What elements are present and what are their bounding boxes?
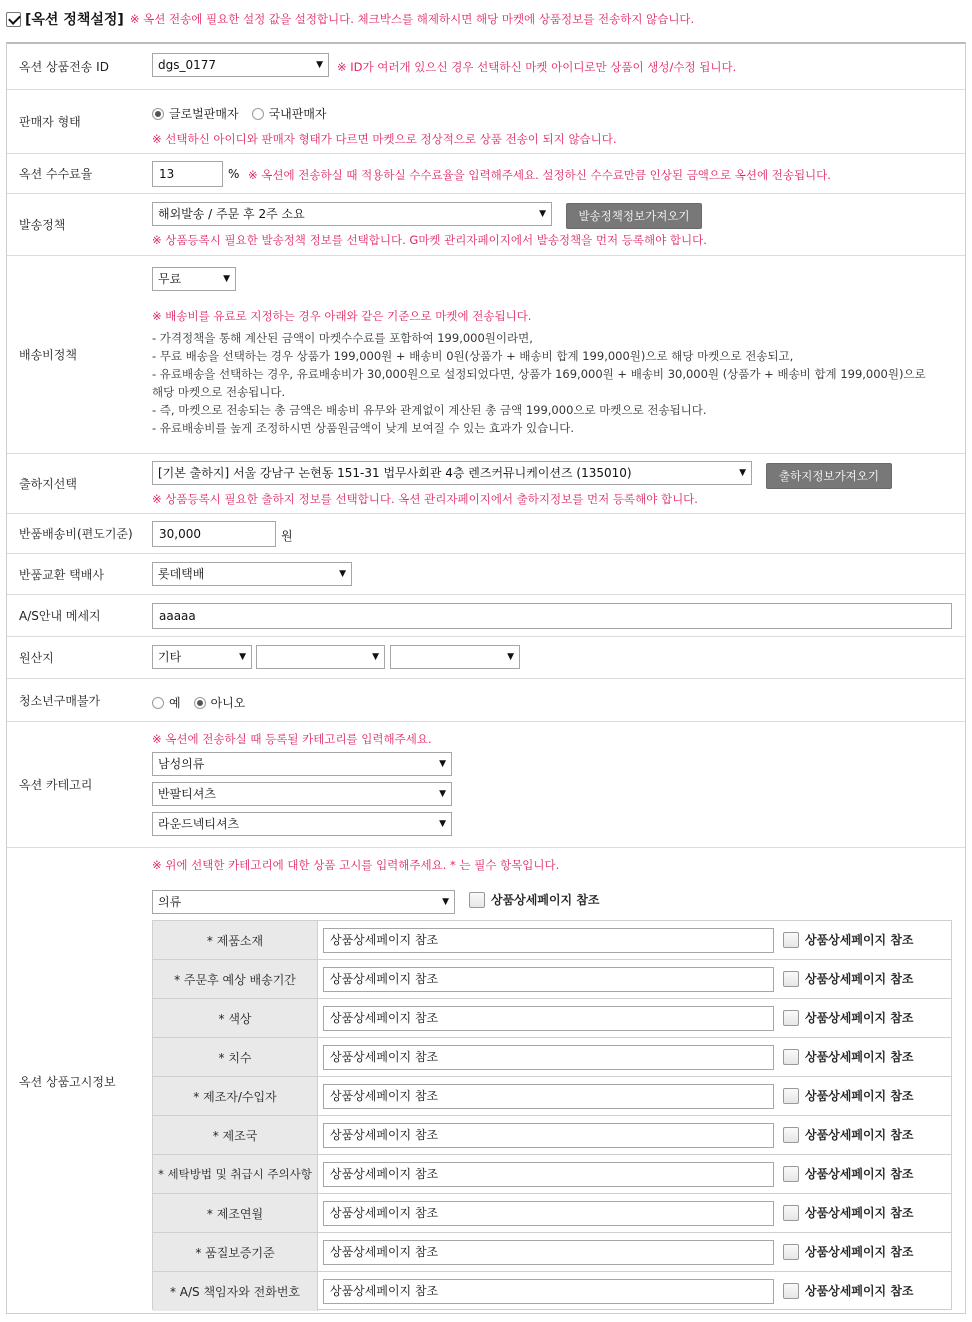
notice-item-name: * 제조연월 (153, 1194, 318, 1232)
notice-item-input[interactable]: 상품상세페이지 참조 (323, 967, 774, 992)
radio-youth-yes[interactable] (152, 697, 164, 709)
return-fee-label: 반품배송비(편도기준) (19, 527, 133, 541)
table-row (153, 1077, 951, 1116)
notice-item-ref-checkbox[interactable] (783, 1166, 799, 1182)
notice-item-input[interactable]: 상품상세페이지 참조 (323, 928, 774, 953)
enable-checkbox[interactable] (6, 12, 21, 27)
notice-item-ref (783, 970, 914, 987)
commission-input[interactable]: 13 (152, 161, 223, 187)
notice-item-input[interactable]: 상품상세페이지 참조 (323, 1084, 774, 1109)
delivery-fee-line: 해당 마켓으로 전송됩니다. (152, 385, 286, 399)
youth-label: 청소년구매불가 (19, 693, 101, 708)
notice-item-ref (783, 1165, 914, 1182)
notice-all-ref-checkbox[interactable] (469, 892, 485, 908)
notice-item-name: * 품질보증기준 (153, 1233, 318, 1271)
chevron-down-icon: ▼ (223, 274, 230, 284)
notice-label: 옥션 상품고시정보 (19, 1074, 116, 1089)
chevron-down-icon: ▼ (339, 569, 346, 579)
chevron-down-icon: ▼ (439, 789, 446, 799)
section-title: [옥션 정책설정] (25, 12, 124, 28)
row-shipping-policy (7, 194, 965, 256)
commission-unit: % (228, 167, 240, 181)
delivery-fee-line: - 가격정책을 통해 계산된 금액이 마켓수수료를 포함하여 199,000원이라면, (152, 331, 533, 345)
delivery-fee-value: 무료 (158, 272, 182, 286)
radio-domestic-seller-label: 국내판매자 (268, 107, 327, 121)
delivery-fee-line: - 유료배송을 선택하는 경우, 유료배송비가 30,000원으로 설정되었다면, 상품가 169,000원 + 배송비 30,000원 (상품가 + 배송비 합계 199,000원)으로 (152, 367, 926, 381)
delivery-fee-line: - 유료배송비를 높게 조정하시면 상품원금액이 낮게 보여질 수 있는 효과가 있습니다. (152, 421, 575, 435)
delivery-fee-line: - 즉, 마켓으로 전송되는 총 금액은 배송비 유무와 관계없이 계산된 총 금액 199,000으로 마켓으로 전송됩니다. (152, 403, 707, 417)
category-note: ※ 옥션에 전송하실 때 등록될 카테고리를 입력해주세요. (152, 732, 432, 746)
notice-item-ref-label: 상품상세페이지 참조 (805, 1128, 914, 1142)
radio-youth-no-label: 아니오 (210, 696, 246, 710)
notice-table (152, 920, 952, 1310)
section-header (6, 8, 966, 30)
radio-youth-no[interactable] (194, 697, 206, 709)
notice-item-ref-checkbox[interactable] (783, 1088, 799, 1104)
row-notice (7, 848, 965, 1314)
row-seller-type (7, 90, 965, 154)
chevron-down-icon: ▼ (239, 652, 246, 662)
delivery-fee-description (152, 329, 952, 437)
category-value-1: 남성의류 (158, 757, 205, 771)
chevron-down-icon: ▼ (372, 652, 379, 662)
row-origin (7, 637, 965, 679)
shipping-policy-select[interactable] (152, 202, 552, 226)
notice-item-ref-label: 상품상세페이지 참조 (805, 1167, 914, 1181)
row-delivery-fee (7, 256, 965, 454)
notice-item-input[interactable]: 상품상세페이지 참조 (323, 1201, 774, 1226)
category-select-1[interactable] (152, 752, 452, 776)
table-row (153, 1233, 951, 1272)
chevron-down-icon: ▼ (439, 819, 446, 829)
notice-item-name: * 제품소재 (153, 921, 318, 959)
table-row (153, 960, 951, 999)
commission-note: ※ 옥션에 전송하실 때 적용하실 수수료율을 입력해주세요. 설정하신 수수료만큼 인상된 금액으로 옥션에 전송됩니다. (248, 168, 831, 182)
fetch-shipping-policy-button[interactable]: 발송정책정보가져오기 (566, 203, 702, 229)
notice-item-name: * 치수 (153, 1038, 318, 1076)
notice-item-name: * 색상 (153, 999, 318, 1037)
notice-item-name: * A/S 책임자와 전화번호 (153, 1272, 318, 1311)
row-seller-id (7, 44, 965, 90)
notice-item-input[interactable]: 상품상세페이지 참조 (323, 1240, 774, 1265)
fetch-warehouse-button[interactable]: 출하지정보가져오기 (766, 463, 892, 489)
seller-type-label: 판매자 형태 (19, 115, 81, 129)
radio-global-seller-label: 글로벌판매자 (169, 107, 239, 121)
seller-type-note: ※ 선택하신 아이디와 판매자 형태가 다르면 마켓으로 정상적으로 상품 전송이 되지 않습니다. (152, 132, 617, 146)
row-youth (7, 679, 965, 722)
notice-item-ref-checkbox[interactable] (783, 1205, 799, 1221)
warehouse-value: [기본 출하지] 서울 강남구 논현동 151-31 법무사회관 4층 렌즈커뮤니케이션즈 (135010) (158, 466, 632, 480)
notice-item-input[interactable]: 상품상세페이지 참조 (323, 1045, 774, 1070)
notice-type-select[interactable] (152, 890, 455, 914)
row-as-message (7, 595, 965, 637)
notice-all-ref (469, 891, 600, 908)
section-note: ※ 옥션 전송에 필요한 설정 값을 설정합니다. 체크박스를 해제하시면 해당 마켓에 상품정보를 전송하지 않습니다. (129, 12, 695, 26)
policy-form (6, 42, 966, 1314)
return-courier-label: 반품교환 택배사 (19, 567, 104, 582)
seller-id-value: dgs_0177 (158, 58, 217, 72)
notice-item-ref-label: 상품상세페이지 참조 (805, 972, 914, 986)
notice-all-ref-label: 상품상세페이지 참조 (491, 893, 600, 907)
youth-radios (152, 694, 245, 711)
return-courier-select[interactable] (152, 562, 352, 586)
chevron-down-icon: ▼ (739, 468, 746, 478)
notice-item-ref-label: 상품상세페이지 참조 (805, 1089, 914, 1103)
delivery-fee-select[interactable] (152, 267, 236, 291)
notice-item-ref-checkbox[interactable] (783, 1244, 799, 1260)
chevron-down-icon: ▼ (507, 652, 514, 662)
row-commission (7, 154, 965, 194)
notice-item-input[interactable]: 상품상세페이지 참조 (323, 1279, 774, 1304)
notice-item-ref-checkbox[interactable] (783, 971, 799, 987)
notice-item-name: * 제조자/수입자 (153, 1077, 318, 1115)
table-row (153, 1155, 951, 1194)
origin-label: 원산지 (19, 651, 54, 665)
notice-item-ref (783, 1048, 914, 1065)
notice-item-ref-checkbox[interactable] (783, 1049, 799, 1065)
warehouse-label: 출하지선택 (19, 477, 77, 491)
return-courier-value: 롯데택배 (158, 567, 205, 581)
notice-item-ref (783, 1243, 914, 1260)
radio-global-seller[interactable] (152, 108, 164, 120)
row-return-courier (7, 554, 965, 595)
category-value-3: 라운드넥티셔츠 (158, 817, 240, 831)
chevron-down-icon: ▼ (316, 60, 323, 70)
delivery-fee-line: - 무료 배송을 선택하는 경우 상품가 199,000원 + 배송비 0원(상품가 + 배송비 합계 199,000원)으로 해당 마켓으로 전송되고, (152, 349, 794, 363)
table-row (153, 1116, 951, 1155)
shipping-policy-note: ※ 상품등록시 필요한 발송정책 정보를 선택합니다. G마켓 관리자페이지에서 발송정책을 먼저 등록해야 합니다. (152, 233, 707, 247)
category-label: 옥션 카테고리 (19, 778, 93, 792)
origin-select-1[interactable] (152, 645, 252, 669)
seller-id-select[interactable] (152, 53, 329, 77)
commission-label: 옥션 수수료율 (19, 167, 93, 181)
shipping-policy-label: 발송정책 (19, 218, 66, 232)
notice-item-ref-checkbox[interactable] (783, 1010, 799, 1026)
row-warehouse (7, 454, 965, 514)
notice-item-ref-label: 상품상세페이지 참조 (805, 1206, 914, 1220)
seller-id-label: 옥션 상품전송 ID (19, 60, 109, 74)
notice-item-ref-label: 상품상세페이지 참조 (805, 1245, 914, 1259)
origin-select-2[interactable] (256, 645, 385, 669)
warehouse-note: ※ 상품등록시 필요한 출하지 정보를 선택합니다. 옥션 관리자페이지에서 출하지정보를 먼저 등록해야 합니다. (152, 492, 698, 506)
seller-type-radios (152, 105, 327, 122)
table-row (153, 1272, 951, 1311)
notice-item-ref-label: 상품상세페이지 참조 (805, 1050, 914, 1064)
return-fee-unit: 원 (281, 529, 293, 543)
notice-item-ref-checkbox[interactable] (783, 1283, 799, 1299)
seller-id-note: ※ ID가 여러개 있으신 경우 선택하신 마켓 아이디로만 상품이 생성/수정 됩니다. (337, 60, 737, 74)
chevron-down-icon: ▼ (439, 759, 446, 769)
warehouse-select[interactable] (152, 461, 752, 485)
notice-item-input[interactable]: 상품상세페이지 참조 (323, 1162, 774, 1187)
category-select-3[interactable] (152, 812, 452, 836)
notice-item-ref (783, 1126, 914, 1143)
notice-item-name: * 세탁방법 및 취급시 주의사항 (153, 1155, 318, 1193)
notice-item-ref-label: 상품상세페이지 참조 (805, 1284, 914, 1298)
notice-item-ref (783, 1087, 914, 1104)
chevron-down-icon: ▼ (442, 897, 449, 907)
notice-note: ※ 위에 선택한 카테고리에 대한 상품 고시를 입력해주세요. * 는 필수 항목입니다. (152, 858, 560, 872)
notice-item-ref (783, 1009, 914, 1026)
notice-item-name: * 제조국 (153, 1116, 318, 1154)
row-category (7, 722, 965, 848)
as-message-input[interactable]: aaaaa (152, 603, 952, 629)
notice-item-ref-label: 상품상세페이지 참조 (805, 1011, 914, 1025)
origin-value-1: 기타 (158, 650, 182, 664)
table-row (153, 999, 951, 1038)
notice-item-ref-checkbox[interactable] (783, 932, 799, 948)
notice-item-ref-label: 상품상세페이지 참조 (805, 933, 914, 947)
notice-type-value: 의류 (158, 895, 182, 909)
delivery-fee-label: 배송비정책 (19, 348, 77, 362)
table-row (153, 1194, 951, 1233)
row-return-fee (7, 514, 965, 554)
notice-item-ref-checkbox[interactable] (783, 1127, 799, 1143)
notice-item-input[interactable]: 상품상세페이지 참조 (323, 1006, 774, 1031)
delivery-fee-note: ※ 배송비를 유료로 지정하는 경우 아래와 같은 기준으로 마켓에 전송됩니다. (152, 309, 532, 323)
as-message-label: A/S안내 메세지 (19, 609, 101, 623)
return-fee-input[interactable]: 30,000 (152, 521, 276, 547)
notice-item-name: * 주문후 예상 배송기간 (153, 960, 318, 998)
chevron-down-icon: ▼ (539, 209, 546, 219)
origin-select-3[interactable] (390, 645, 520, 669)
notice-item-ref (783, 1204, 914, 1221)
category-select-2[interactable] (152, 782, 452, 806)
category-value-2: 반팔티셔츠 (158, 787, 216, 801)
table-row (153, 921, 951, 960)
shipping-policy-value: 해외발송 / 주문 후 2주 소요 (158, 207, 305, 221)
notice-item-input[interactable]: 상품상세페이지 참조 (323, 1123, 774, 1148)
notice-item-ref (783, 931, 914, 948)
table-row (153, 1038, 951, 1077)
radio-youth-yes-label: 예 (169, 696, 181, 710)
notice-item-ref (783, 1282, 914, 1299)
radio-domestic-seller[interactable] (252, 108, 264, 120)
